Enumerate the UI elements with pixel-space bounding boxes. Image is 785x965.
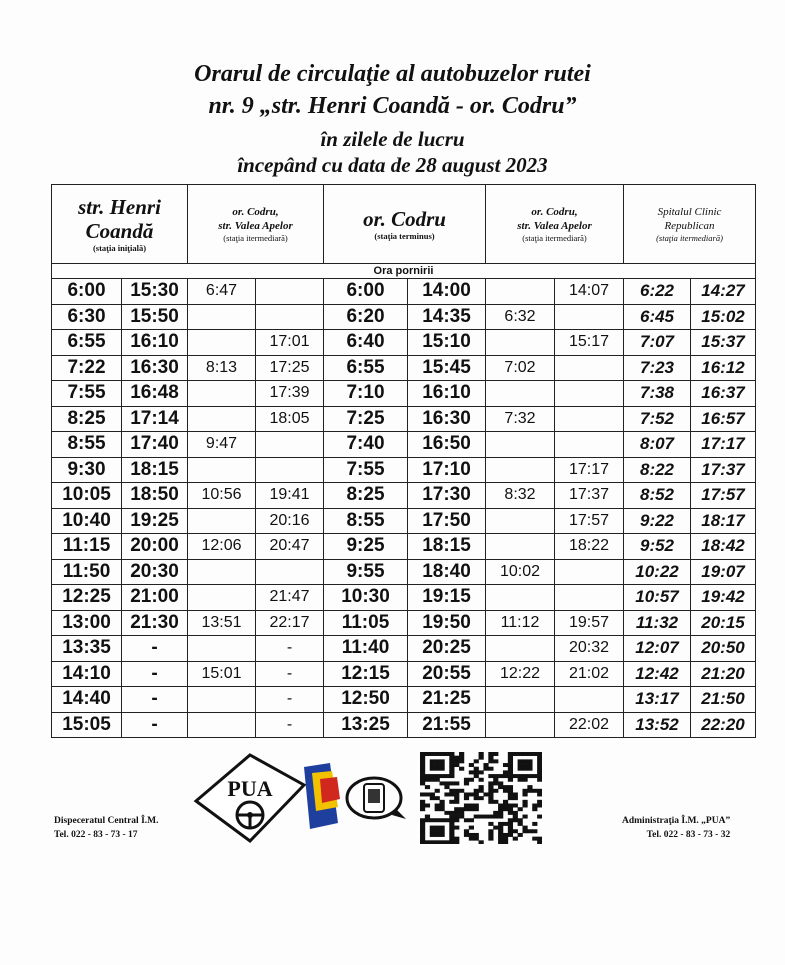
time-cell — [486, 432, 555, 458]
time-cell: 13:17 — [624, 687, 691, 713]
time-cell — [188, 636, 256, 662]
schedule-row — [52, 585, 756, 611]
time-cell: - — [256, 687, 324, 713]
time-cell: - — [256, 712, 324, 738]
time-cell: 11:12 — [486, 610, 555, 636]
time-cell: 15:01 — [188, 661, 256, 687]
col4-name-line1: or. Codru, — [531, 205, 578, 218]
administration-name: Administraţia Î.M. „PUA” — [622, 816, 731, 826]
time-cell — [188, 712, 256, 738]
time-cell: 15:50 — [122, 304, 188, 330]
time-cell: - — [122, 636, 188, 662]
time-cell: 14:00 — [408, 279, 486, 305]
time-cell — [256, 559, 324, 585]
time-cell — [555, 381, 624, 407]
time-cell: 16:12 — [691, 355, 756, 381]
schedule-row — [52, 712, 756, 738]
time-cell — [188, 381, 256, 407]
col2-name-line1: or. Codru, — [232, 205, 279, 218]
schedule-row — [52, 406, 756, 432]
col5-name-line2: Republican — [664, 219, 715, 232]
schedule-row — [52, 687, 756, 713]
time-cell: 20:00 — [122, 534, 188, 560]
schedule-header — [0, 58, 785, 178]
time-cell: 21:20 — [691, 661, 756, 687]
time-cell: 21:50 — [691, 687, 756, 713]
time-cell: 7:22 — [52, 355, 122, 381]
time-cell: 11:40 — [324, 636, 408, 662]
time-cell — [486, 712, 555, 738]
time-cell: 17:57 — [555, 508, 624, 534]
time-cell: 22:02 — [555, 712, 624, 738]
time-cell: 19:57 — [555, 610, 624, 636]
time-cell: 10:57 — [624, 585, 691, 611]
time-cell: 6:55 — [324, 355, 408, 381]
time-cell: 19:41 — [256, 483, 324, 509]
time-cell — [555, 355, 624, 381]
time-cell: 14:07 — [555, 279, 624, 305]
time-cell: 17:17 — [691, 432, 756, 458]
time-cell — [555, 304, 624, 330]
time-cell: 6:55 — [52, 330, 122, 356]
time-cell: 17:10 — [408, 457, 486, 483]
time-cell: 6:00 — [52, 279, 122, 305]
schedule-table — [51, 184, 756, 738]
ora-pornirii-row — [52, 264, 756, 279]
time-cell: 6:40 — [324, 330, 408, 356]
time-cell — [188, 687, 256, 713]
time-cell: 17:40 — [122, 432, 188, 458]
time-cell: 6:20 — [324, 304, 408, 330]
time-cell: 16:10 — [122, 330, 188, 356]
time-cell: 19:42 — [691, 585, 756, 611]
time-cell: 8:25 — [52, 406, 122, 432]
time-cell: 18:05 — [256, 406, 324, 432]
time-cell: 17:50 — [408, 508, 486, 534]
time-cell — [486, 585, 555, 611]
time-cell: 19:07 — [691, 559, 756, 585]
time-cell: 11:50 — [52, 559, 122, 585]
time-cell: 20:25 — [408, 636, 486, 662]
time-cell: 16:37 — [691, 381, 756, 407]
header-henri-coanda — [52, 185, 188, 264]
time-cell: 15:37 — [691, 330, 756, 356]
time-cell: 20:32 — [555, 636, 624, 662]
col1-name-line1: str. Henri — [78, 194, 161, 219]
time-cell: 10:30 — [324, 585, 408, 611]
schedule-row — [52, 559, 756, 585]
logo-text: PUA — [227, 776, 273, 801]
time-cell: 9:47 — [188, 432, 256, 458]
time-cell: 18:15 — [408, 534, 486, 560]
time-cell: 14:35 — [408, 304, 486, 330]
header-or-codru — [324, 185, 486, 264]
time-cell: 15:17 — [555, 330, 624, 356]
time-cell: 9:30 — [52, 457, 122, 483]
time-cell: 17:39 — [256, 381, 324, 407]
time-cell — [188, 508, 256, 534]
time-cell: 18:17 — [691, 508, 756, 534]
time-cell: 7:10 — [324, 381, 408, 407]
time-cell: - — [122, 661, 188, 687]
header-valea-apelor-2 — [486, 185, 624, 264]
time-cell: 8:55 — [52, 432, 122, 458]
time-cell — [555, 687, 624, 713]
time-cell: 8:52 — [624, 483, 691, 509]
time-cell: 8:07 — [624, 432, 691, 458]
time-cell: 8:22 — [624, 457, 691, 483]
time-cell: 19:25 — [122, 508, 188, 534]
time-cell — [188, 585, 256, 611]
time-cell: 21:25 — [408, 687, 486, 713]
time-cell: 7:23 — [624, 355, 691, 381]
administration-contact — [622, 814, 730, 842]
col3-note: (staţia terminus) — [374, 230, 435, 241]
time-cell — [555, 559, 624, 585]
time-cell: 16:57 — [691, 406, 756, 432]
schedule-row — [52, 636, 756, 662]
time-cell: 12:50 — [324, 687, 408, 713]
time-cell: 20:30 — [122, 559, 188, 585]
time-cell: 18:40 — [408, 559, 486, 585]
time-cell: 7:02 — [486, 355, 555, 381]
time-cell: 13:00 — [52, 610, 122, 636]
time-cell: 6:45 — [624, 304, 691, 330]
col2-note: (staţia itermediară) — [223, 232, 288, 243]
time-cell: 9:22 — [624, 508, 691, 534]
time-cell: 7:52 — [624, 406, 691, 432]
time-cell: 17:01 — [256, 330, 324, 356]
time-cell: 18:50 — [122, 483, 188, 509]
time-cell — [486, 279, 555, 305]
col5-note: (staţia itermediară) — [656, 232, 723, 243]
time-cell: 18:22 — [555, 534, 624, 560]
time-cell: 8:25 — [324, 483, 408, 509]
time-cell: - — [122, 687, 188, 713]
title-line-1: Orarul de circulaţie al autobuzelor rutei — [194, 61, 591, 87]
time-cell: 13:35 — [52, 636, 122, 662]
time-cell: 20:15 — [691, 610, 756, 636]
time-cell: 17:37 — [691, 457, 756, 483]
time-cell — [486, 508, 555, 534]
time-cell: 7:55 — [324, 457, 408, 483]
time-cell: 16:48 — [122, 381, 188, 407]
time-cell: 9:25 — [324, 534, 408, 560]
time-cell: 20:16 — [256, 508, 324, 534]
time-cell — [188, 304, 256, 330]
time-cell: 22:17 — [256, 610, 324, 636]
time-cell — [486, 534, 555, 560]
time-cell — [188, 559, 256, 585]
time-cell — [555, 585, 624, 611]
time-cell: 7:55 — [52, 381, 122, 407]
time-cell: 19:15 — [408, 585, 486, 611]
time-cell: 12:15 — [324, 661, 408, 687]
schedule-row — [52, 610, 756, 636]
dispatch-phone: Tel. 022 - 83 - 73 - 17 — [54, 830, 138, 840]
time-cell: - — [122, 712, 188, 738]
time-cell: 12:22 — [486, 661, 555, 687]
time-cell: 15:10 — [408, 330, 486, 356]
time-cell — [486, 381, 555, 407]
dispatch-name: Dispeceratul Central Î.M. — [54, 816, 159, 826]
time-cell: 13:25 — [324, 712, 408, 738]
time-cell — [555, 406, 624, 432]
column-headers — [52, 185, 756, 264]
header-valea-apelor-1 — [188, 185, 324, 264]
time-cell: 17:17 — [555, 457, 624, 483]
time-cell: 14:27 — [691, 279, 756, 305]
time-cell: 11:32 — [624, 610, 691, 636]
col1-note: (staţia iniţială) — [92, 242, 147, 253]
time-cell: 16:30 — [122, 355, 188, 381]
time-cell: 15:45 — [408, 355, 486, 381]
col2-name-line2: str. Valea Apelor — [218, 219, 293, 232]
time-cell: 13:51 — [188, 610, 256, 636]
time-cell — [188, 406, 256, 432]
time-cell: 10:05 — [52, 483, 122, 509]
time-cell: 20:55 — [408, 661, 486, 687]
time-cell: 12:25 — [52, 585, 122, 611]
pua-logo — [192, 753, 342, 845]
time-cell: 6:30 — [52, 304, 122, 330]
time-cell: 7:25 — [324, 406, 408, 432]
time-cell — [256, 457, 324, 483]
time-cell: 7:38 — [624, 381, 691, 407]
header-spitalul-clinic — [624, 185, 756, 264]
time-cell: 12:42 — [624, 661, 691, 687]
time-cell — [555, 432, 624, 458]
time-cell: 18:42 — [691, 534, 756, 560]
time-cell: 6:22 — [624, 279, 691, 305]
col5-name-line1: Spitalul Clinic — [657, 205, 722, 218]
time-cell — [256, 432, 324, 458]
time-cell: 15:02 — [691, 304, 756, 330]
time-cell: 17:37 — [555, 483, 624, 509]
time-cell: 9:52 — [624, 534, 691, 560]
time-cell: 15:05 — [52, 712, 122, 738]
time-cell: 21:55 — [408, 712, 486, 738]
time-cell: 10:40 — [52, 508, 122, 534]
time-cell: - — [256, 661, 324, 687]
schedule-row — [52, 330, 756, 356]
time-cell: 8:32 — [486, 483, 555, 509]
time-cell: 20:47 — [256, 534, 324, 560]
schedule-row — [52, 381, 756, 407]
time-cell: - — [256, 636, 324, 662]
title-line-2: nr. 9 „str. Henri Coandă - or. Codru” — [208, 93, 577, 119]
time-cell: 15:30 — [122, 279, 188, 305]
administration-phone: Tel. 022 - 83 - 73 - 32 — [646, 830, 731, 840]
schedule-body — [52, 279, 756, 738]
schedule-row — [52, 483, 756, 509]
time-cell: 6:00 — [324, 279, 408, 305]
time-cell: 6:32 — [486, 304, 555, 330]
subtitle-line-2: începând cu data de 28 august 2023 — [237, 153, 548, 177]
time-cell: 21:02 — [555, 661, 624, 687]
time-cell: 12:06 — [188, 534, 256, 560]
time-cell — [188, 330, 256, 356]
time-cell — [256, 304, 324, 330]
ora-pornirii-label: Ora pornirii — [52, 264, 756, 279]
time-cell — [256, 279, 324, 305]
time-cell: 10:56 — [188, 483, 256, 509]
time-cell: 21:00 — [122, 585, 188, 611]
time-cell — [188, 457, 256, 483]
time-cell: 9:55 — [324, 559, 408, 585]
time-cell: 22:20 — [691, 712, 756, 738]
col4-name-line2: str. Valea Apelor — [517, 219, 592, 232]
col4-note: (staţia itermediară) — [522, 232, 587, 243]
col1-name-line2: Coandă — [85, 218, 154, 243]
time-cell: 6:47 — [188, 279, 256, 305]
time-cell: 20:50 — [691, 636, 756, 662]
schedule-row — [52, 279, 756, 305]
time-cell: 21:30 — [122, 610, 188, 636]
time-cell: 19:50 — [408, 610, 486, 636]
time-cell: 17:57 — [691, 483, 756, 509]
time-cell: 14:40 — [52, 687, 122, 713]
time-cell — [486, 330, 555, 356]
time-cell — [486, 457, 555, 483]
time-cell: 16:50 — [408, 432, 486, 458]
time-cell — [486, 636, 555, 662]
schedule-row — [52, 304, 756, 330]
time-cell: 7:07 — [624, 330, 691, 356]
time-cell: 10:22 — [624, 559, 691, 585]
time-cell: 11:15 — [52, 534, 122, 560]
time-cell: 11:05 — [324, 610, 408, 636]
time-cell: 18:15 — [122, 457, 188, 483]
time-cell — [486, 687, 555, 713]
time-cell: 17:14 — [122, 406, 188, 432]
time-cell: 10:02 — [486, 559, 555, 585]
dispatch-contact — [54, 814, 158, 842]
schedule-row — [52, 432, 756, 458]
schedule-row — [52, 355, 756, 381]
time-cell: 16:30 — [408, 406, 486, 432]
time-cell: 17:25 — [256, 355, 324, 381]
phone-icon — [344, 775, 410, 821]
time-cell: 21:47 — [256, 585, 324, 611]
time-cell: 13:52 — [624, 712, 691, 738]
time-cell: 7:40 — [324, 432, 408, 458]
qr-code — [420, 752, 542, 844]
col3-name: or. Codru — [363, 206, 446, 231]
schedule-row — [52, 508, 756, 534]
time-cell: 8:55 — [324, 508, 408, 534]
time-cell: 14:10 — [52, 661, 122, 687]
time-cell: 8:13 — [188, 355, 256, 381]
schedule-row — [52, 534, 756, 560]
time-cell: 16:10 — [408, 381, 486, 407]
schedule-row — [52, 661, 756, 687]
schedule-row — [52, 457, 756, 483]
subtitle-line-1: în zilele de lucru — [320, 127, 465, 151]
time-cell: 12:07 — [624, 636, 691, 662]
time-cell: 17:30 — [408, 483, 486, 509]
time-cell: 7:32 — [486, 406, 555, 432]
